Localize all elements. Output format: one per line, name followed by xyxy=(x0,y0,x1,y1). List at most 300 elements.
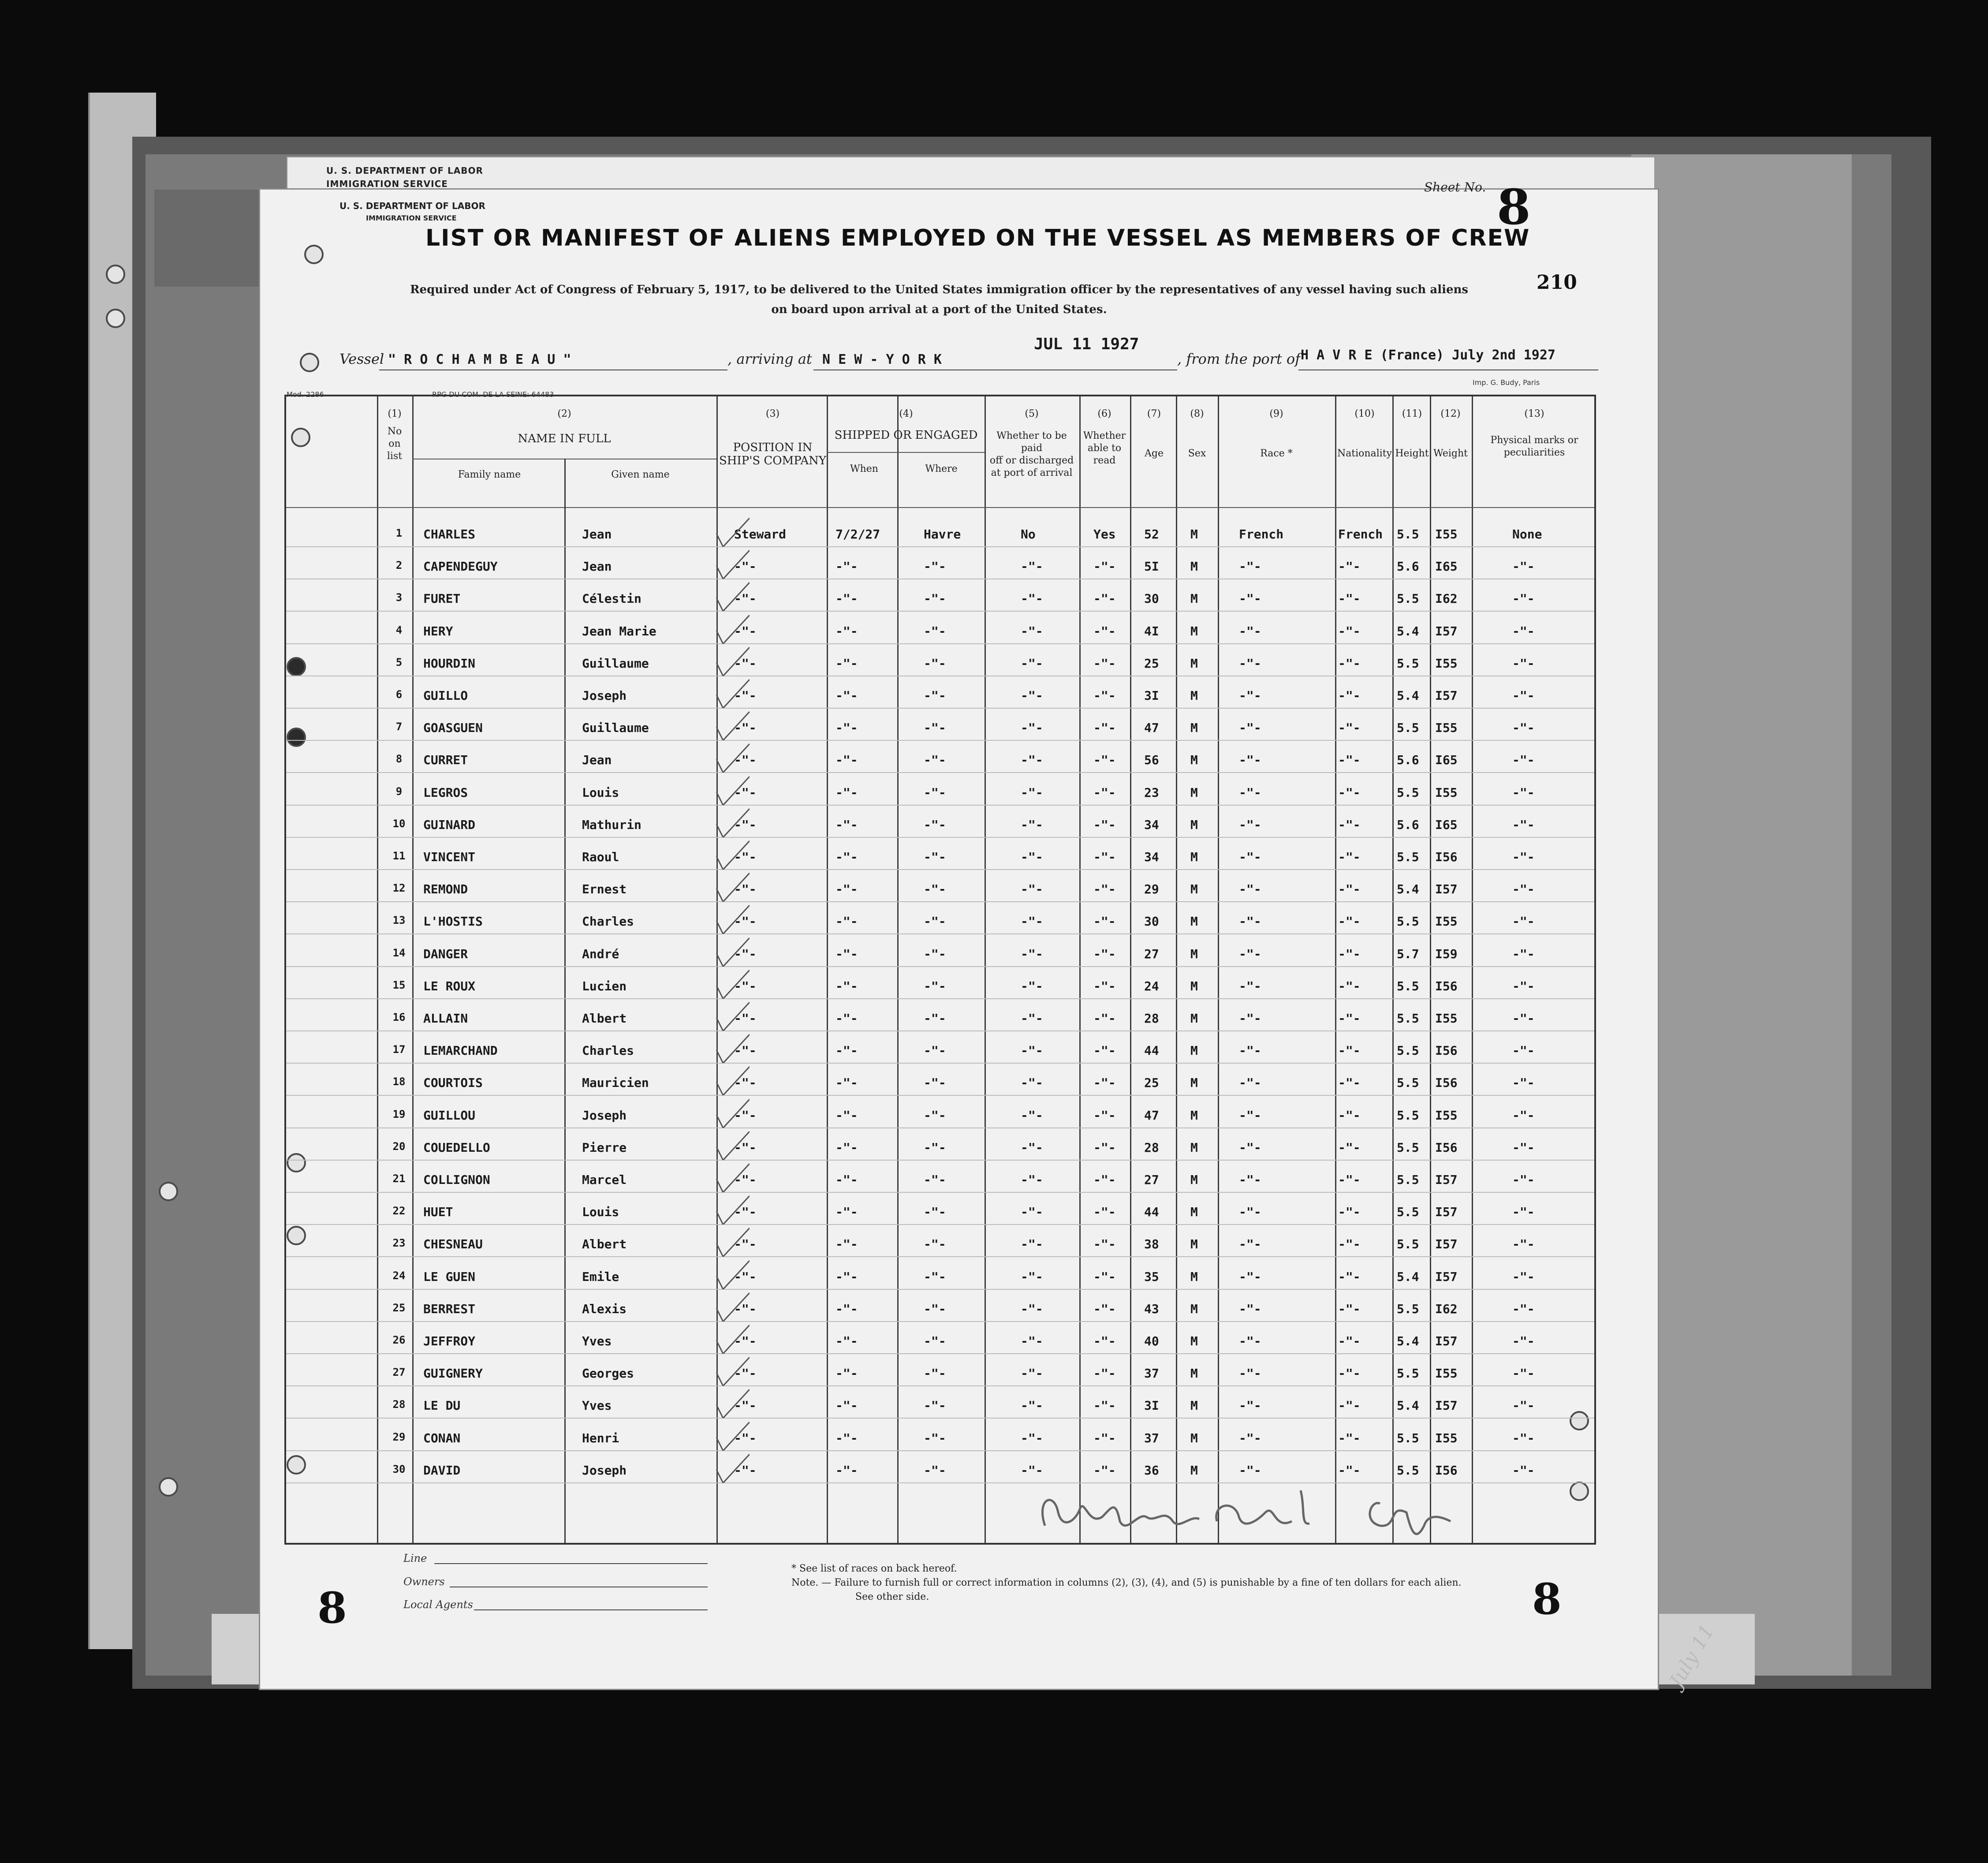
row-height: 5.5 xyxy=(1397,850,1419,864)
row-sex: M xyxy=(1190,914,1198,929)
row-age: 52 xyxy=(1144,527,1159,541)
row-no: 28 xyxy=(392,1398,406,1411)
row-read: -"- xyxy=(1093,559,1116,574)
row-height: 5.5 xyxy=(1397,1237,1419,1252)
row-position: -"- xyxy=(734,817,757,832)
row-nationality: -"- xyxy=(1338,1463,1361,1478)
row-rule xyxy=(286,1063,1594,1064)
row-when: -"- xyxy=(835,946,858,961)
check-mark-icon xyxy=(714,1420,750,1451)
col12-number: (12) xyxy=(1440,408,1461,419)
check-mark-icon xyxy=(714,613,750,644)
vessel-label: Vessel xyxy=(339,351,384,367)
column-rule xyxy=(1130,396,1131,1543)
row-given: Guillaume xyxy=(582,721,649,735)
row-marks: -"- xyxy=(1512,946,1535,961)
row-rule xyxy=(286,740,1594,741)
row-rule xyxy=(286,772,1594,773)
col3-label: POSITION IN SHIP'S COMPANY xyxy=(719,441,827,467)
row-nationality: -"- xyxy=(1338,1334,1361,1348)
row-given: Yves xyxy=(582,1398,612,1413)
row-read: -"- xyxy=(1093,1011,1116,1026)
row-paid-off: -"- xyxy=(1021,1334,1043,1348)
row-family: GUILLOU xyxy=(423,1108,476,1123)
row-when: -"- xyxy=(835,688,858,703)
row-given: Jean xyxy=(582,753,612,768)
check-mark-icon xyxy=(714,1355,750,1386)
row-family: CHARLES xyxy=(423,527,476,541)
row-rule xyxy=(286,1450,1594,1451)
row-nationality: -"- xyxy=(1338,1398,1361,1413)
row-rule xyxy=(286,546,1594,547)
row-paid-off: -"- xyxy=(1021,1301,1043,1316)
punch-hole xyxy=(300,353,319,372)
row-paid-off: -"- xyxy=(1021,1172,1043,1187)
row-position: -"- xyxy=(734,1237,757,1252)
row-position: -"- xyxy=(734,1075,757,1090)
row-age: 29 xyxy=(1144,882,1159,897)
row-weight: I55 xyxy=(1435,1011,1458,1026)
row-given: Raoul xyxy=(582,850,619,864)
col8-label: Sex xyxy=(1188,448,1206,459)
row-where: -"- xyxy=(924,1463,946,1478)
row-read: -"- xyxy=(1093,1237,1116,1252)
punch-hole xyxy=(159,1477,178,1497)
row-race: -"- xyxy=(1239,1398,1261,1413)
row-family: LEMARCHAND xyxy=(423,1043,498,1058)
row-position: -"- xyxy=(734,656,757,671)
col8-number: (8) xyxy=(1190,408,1204,419)
row-read: -"- xyxy=(1093,1075,1116,1090)
row-rule xyxy=(286,1289,1594,1290)
column-rule xyxy=(985,396,986,1543)
row-race: -"- xyxy=(1239,1366,1261,1381)
row-paid-off: -"- xyxy=(1021,1237,1043,1252)
row-paid-off: -"- xyxy=(1021,882,1043,897)
see-other-side: See other side. xyxy=(855,1591,929,1602)
row-race: -"- xyxy=(1239,850,1261,864)
row-family: COUEDELLO xyxy=(423,1140,490,1155)
column-rule xyxy=(1176,396,1177,1543)
row-given: Jean xyxy=(582,559,612,574)
form-rpg: RPG DU COM. DE LA SEINE: 64483 xyxy=(432,390,554,399)
row-no: 22 xyxy=(392,1205,406,1217)
row-sex: M xyxy=(1190,559,1198,574)
row-race: -"- xyxy=(1239,1011,1261,1026)
officer-signature xyxy=(1027,1473,1512,1548)
row-height: 5.5 xyxy=(1397,1430,1419,1445)
row-position: -"- xyxy=(734,946,757,961)
punch-hole xyxy=(106,265,125,284)
row-given: Pierre xyxy=(582,1140,627,1155)
row-where: -"- xyxy=(924,688,946,703)
col2-given-label: Given name xyxy=(611,469,670,480)
row-weight: I62 xyxy=(1435,591,1458,606)
row-family: CHESNEAU xyxy=(423,1237,483,1252)
row-age: 25 xyxy=(1144,656,1159,671)
row-age: 34 xyxy=(1144,850,1159,864)
row-position: -"- xyxy=(734,1172,757,1187)
row-rule xyxy=(286,1353,1594,1354)
row-family: REMOND xyxy=(423,882,468,897)
row-nationality: -"- xyxy=(1338,656,1361,671)
check-mark-icon xyxy=(714,1000,750,1031)
row-rule xyxy=(286,966,1594,967)
row-race: -"- xyxy=(1239,978,1261,993)
row-race: -"- xyxy=(1239,1140,1261,1155)
row-race: -"- xyxy=(1239,914,1261,929)
row-paid-off: -"- xyxy=(1021,1205,1043,1220)
row-where: -"- xyxy=(924,1237,946,1252)
check-mark-icon xyxy=(714,1387,750,1418)
row-nationality: -"- xyxy=(1338,1301,1361,1316)
row-age: 27 xyxy=(1144,1172,1159,1187)
row-weight: I56 xyxy=(1435,978,1458,993)
row-where: -"- xyxy=(924,623,946,638)
row-position: -"- xyxy=(734,721,757,735)
row-sex: M xyxy=(1190,623,1198,638)
row-where: -"- xyxy=(924,753,946,768)
row-family: CONAN xyxy=(423,1430,461,1445)
row-height: 5.5 xyxy=(1397,721,1419,735)
row-given: Alexis xyxy=(582,1301,627,1316)
row-nationality: -"- xyxy=(1338,978,1361,993)
penalty-note: Note. — Failure to furnish full or correct information in columns (2), (3), (4), and (5) is punishable by a fine of ten dollars for each alien. xyxy=(791,1577,1462,1588)
row-age: 30 xyxy=(1144,591,1159,606)
arriving-label: , arriving at xyxy=(727,351,812,367)
row-height: 5.5 xyxy=(1397,1140,1419,1155)
row-marks: -"- xyxy=(1512,559,1535,574)
row-race: -"- xyxy=(1239,688,1261,703)
row-race: -"- xyxy=(1239,559,1261,574)
row-race: -"- xyxy=(1239,656,1261,671)
row-rule xyxy=(286,933,1594,934)
row-age: 25 xyxy=(1144,1075,1159,1090)
row-height: 5.5 xyxy=(1397,1075,1419,1090)
row-read: -"- xyxy=(1093,785,1116,800)
service-label: IMMIGRATION SERVICE xyxy=(366,214,457,222)
row-when: -"- xyxy=(835,1108,858,1123)
row-nationality: -"- xyxy=(1338,946,1361,961)
check-mark-icon xyxy=(714,677,750,708)
check-mark-icon xyxy=(714,548,750,579)
row-age: 44 xyxy=(1144,1043,1159,1058)
row-when: -"- xyxy=(835,1172,858,1187)
row-family: COURTOIS xyxy=(423,1075,483,1090)
row-paid-off: -"- xyxy=(1021,753,1043,768)
row-read: -"- xyxy=(1093,1172,1116,1187)
col11-label: Height xyxy=(1395,448,1429,459)
row-nationality: -"- xyxy=(1338,914,1361,929)
row-marks: -"- xyxy=(1512,591,1535,606)
row-when: -"- xyxy=(835,559,858,574)
row-where: -"- xyxy=(924,785,946,800)
row-position: -"- xyxy=(734,882,757,897)
row-height: 5.4 xyxy=(1397,882,1419,897)
row-when: -"- xyxy=(835,817,858,832)
row-race: -"- xyxy=(1239,623,1261,638)
row-no: 30 xyxy=(392,1463,406,1475)
row-read: Yes xyxy=(1093,527,1116,541)
department-label: U. S. DEPARTMENT OF LABOR xyxy=(339,201,485,211)
row-sex: M xyxy=(1190,753,1198,768)
row-sex: M xyxy=(1190,1301,1198,1316)
row-nationality: -"- xyxy=(1338,1269,1361,1284)
col10-label: Nationality xyxy=(1337,448,1392,459)
row-nationality: -"- xyxy=(1338,882,1361,897)
row-paid-off: -"- xyxy=(1021,1398,1043,1413)
row-sex: M xyxy=(1190,1398,1198,1413)
row-marks: None xyxy=(1512,527,1542,541)
arrival-date-stamp: JUL 11 1927 xyxy=(1034,335,1139,353)
row-no: 26 xyxy=(392,1334,406,1346)
row-read: -"- xyxy=(1093,1108,1116,1123)
row-marks: -"- xyxy=(1512,1108,1535,1123)
row-read: -"- xyxy=(1093,817,1116,832)
row-age: 47 xyxy=(1144,721,1159,735)
row-rule xyxy=(286,869,1594,870)
row-rule xyxy=(286,708,1594,709)
row-marks: -"- xyxy=(1512,1075,1535,1090)
row-rule xyxy=(286,998,1594,999)
row-height: 5.5 xyxy=(1397,1301,1419,1316)
row-nationality: -"- xyxy=(1338,623,1361,638)
row-no: 20 xyxy=(392,1140,406,1153)
check-mark-icon xyxy=(714,839,750,870)
row-given: Albert xyxy=(582,1011,627,1026)
row-given: Joseph xyxy=(582,1463,627,1478)
row-paid-off: -"- xyxy=(1021,817,1043,832)
row-height: 5.4 xyxy=(1397,1334,1419,1348)
column-rule xyxy=(1472,396,1473,1543)
row-marks: -"- xyxy=(1512,1334,1535,1348)
row-family: LE DU xyxy=(423,1398,461,1413)
row-rule xyxy=(286,1095,1594,1096)
row-marks: -"- xyxy=(1512,721,1535,735)
row-when: -"- xyxy=(835,1011,858,1026)
row-nationality: -"- xyxy=(1338,1237,1361,1252)
printer-label: Imp. G. Budy, Paris xyxy=(1473,378,1540,387)
page-number: 210 xyxy=(1537,271,1577,294)
row-when: -"- xyxy=(835,1301,858,1316)
row-family: JEFFROY xyxy=(423,1334,476,1348)
col12-label: Weight xyxy=(1433,448,1468,459)
row-where: -"- xyxy=(924,914,946,929)
column-rule xyxy=(1392,396,1394,1543)
row-race: -"- xyxy=(1239,1301,1261,1316)
row-nationality: -"- xyxy=(1338,1043,1361,1058)
row-weight: I57 xyxy=(1435,1172,1458,1187)
row-when: -"- xyxy=(835,1366,858,1381)
row-position: -"- xyxy=(734,1366,757,1381)
row-position: -"- xyxy=(734,1301,757,1316)
row-weight: I65 xyxy=(1435,559,1458,574)
row-read: -"- xyxy=(1093,1043,1116,1058)
row-height: 5.4 xyxy=(1397,1398,1419,1413)
row-read: -"- xyxy=(1093,978,1116,993)
row-weight: I56 xyxy=(1435,1140,1458,1155)
row-position: -"- xyxy=(734,1108,757,1123)
row-read: -"- xyxy=(1093,1205,1116,1220)
row-height: 5.5 xyxy=(1397,527,1419,541)
line-leader xyxy=(434,1563,708,1564)
row-where: -"- xyxy=(924,850,946,864)
col4-where-label: Where xyxy=(925,463,958,474)
row-race: -"- xyxy=(1239,817,1261,832)
row-marks: -"- xyxy=(1512,1430,1535,1445)
row-no: 4 xyxy=(395,623,403,636)
vessel-name: " R O C H A M B E A U " xyxy=(388,352,571,367)
row-weight: I57 xyxy=(1435,1205,1458,1220)
row-rule xyxy=(286,643,1594,644)
row-no: 27 xyxy=(392,1366,406,1379)
row-family: CURRET xyxy=(423,753,468,768)
row-sex: M xyxy=(1190,1463,1198,1478)
row-weight: I55 xyxy=(1435,1366,1458,1381)
row-sex: M xyxy=(1190,850,1198,864)
row-height: 5.4 xyxy=(1397,1269,1419,1284)
row-family: ALLAIN xyxy=(423,1011,468,1026)
row-position: Steward xyxy=(734,527,787,541)
col2-label: NAME IN FULL xyxy=(518,432,611,445)
row-no: 9 xyxy=(395,785,403,798)
row-age: 3I xyxy=(1144,1398,1159,1413)
row-read: -"- xyxy=(1093,688,1116,703)
row-marks: -"- xyxy=(1512,1269,1535,1284)
row-paid-off: -"- xyxy=(1021,1075,1043,1090)
row-when: -"- xyxy=(835,1140,858,1155)
row-given: Henri xyxy=(582,1430,619,1445)
row-race: -"- xyxy=(1239,1172,1261,1187)
row-age: 36 xyxy=(1144,1463,1159,1478)
row-height: 5.4 xyxy=(1397,623,1419,638)
row-nationality: -"- xyxy=(1338,1172,1361,1187)
row-sex: M xyxy=(1190,527,1198,541)
row-weight: I55 xyxy=(1435,1108,1458,1123)
row-age: 35 xyxy=(1144,1269,1159,1284)
col1-label: No on list xyxy=(387,426,403,462)
col6-label: Whether able to read xyxy=(1083,430,1126,466)
agents-leader xyxy=(474,1609,708,1610)
local-agents-label: Local Agents xyxy=(403,1598,473,1611)
required-line-2: on board upon arrival at a port of the United States. xyxy=(771,303,1107,316)
row-given: Charles xyxy=(582,914,634,929)
row-family: HOURDIN xyxy=(423,656,476,671)
row-paid-off: -"- xyxy=(1021,1140,1043,1155)
row-given: Joseph xyxy=(582,1108,627,1123)
row-sex: M xyxy=(1190,1334,1198,1348)
row-position: -"- xyxy=(734,1430,757,1445)
row-weight: I56 xyxy=(1435,850,1458,864)
under-service-label: IMMIGRATION SERVICE xyxy=(326,179,448,189)
row-family: BERREST xyxy=(423,1301,476,1316)
row-family: HERY xyxy=(423,623,453,638)
row-age: 28 xyxy=(1144,1011,1159,1026)
row-where: -"- xyxy=(924,1301,946,1316)
row-sex: M xyxy=(1190,946,1198,961)
row-marks: -"- xyxy=(1512,882,1535,897)
row-position: -"- xyxy=(734,978,757,993)
check-mark-icon xyxy=(714,1258,750,1289)
row-where: -"- xyxy=(924,1334,946,1348)
row-sex: M xyxy=(1190,1366,1198,1381)
row-sex: M xyxy=(1190,1430,1198,1445)
row-where: -"- xyxy=(924,1398,946,1413)
row-where: -"- xyxy=(924,946,946,961)
check-mark-icon xyxy=(714,580,750,611)
row-height: 5.5 xyxy=(1397,1108,1419,1123)
row-paid-off: -"- xyxy=(1021,1366,1043,1381)
check-mark-icon xyxy=(714,871,750,902)
row-sex: M xyxy=(1190,721,1198,735)
row-position: -"- xyxy=(734,785,757,800)
row-family: LE GUEN xyxy=(423,1269,476,1284)
row-sex: M xyxy=(1190,688,1198,703)
row-paid-off: -"- xyxy=(1021,850,1043,864)
row-given: Marcel xyxy=(582,1172,627,1187)
row-weight: I55 xyxy=(1435,527,1458,541)
row-paid-off: -"- xyxy=(1021,656,1043,671)
row-sex: M xyxy=(1190,1075,1198,1090)
row-height: 5.5 xyxy=(1397,978,1419,993)
margin-date-note: July 11 xyxy=(1665,1620,1719,1691)
col9-number: (9) xyxy=(1269,408,1283,419)
row-height: 5.5 xyxy=(1397,656,1419,671)
row-read: -"- xyxy=(1093,721,1116,735)
row-when: -"- xyxy=(835,850,858,864)
row-no: 21 xyxy=(392,1172,406,1185)
row-nationality: -"- xyxy=(1338,817,1361,832)
races-footnote: * See list of races on back hereof. xyxy=(791,1563,957,1574)
row-rule xyxy=(286,1224,1594,1225)
row-marks: -"- xyxy=(1512,1301,1535,1316)
col9-label: Race * xyxy=(1260,448,1293,459)
row-race: -"- xyxy=(1239,1463,1261,1478)
row-nationality: -"- xyxy=(1338,1140,1361,1155)
row-when: -"- xyxy=(835,656,858,671)
form-mod: Mod. 2286 xyxy=(287,390,324,399)
row-age: 27 xyxy=(1144,946,1159,961)
row-given: Yves xyxy=(582,1334,612,1348)
row-read: -"- xyxy=(1093,1334,1116,1348)
row-weight: I57 xyxy=(1435,1237,1458,1252)
row-age: 37 xyxy=(1144,1430,1159,1445)
row-height: 5.5 xyxy=(1397,785,1419,800)
row-rule xyxy=(286,1030,1594,1031)
check-mark-icon xyxy=(714,1452,750,1483)
row-marks: -"- xyxy=(1512,1011,1535,1026)
line-label: Line xyxy=(403,1552,427,1564)
row-marks: -"- xyxy=(1512,978,1535,993)
col4-label: SHIPPED OR ENGAGED xyxy=(834,429,978,442)
column-rule xyxy=(412,396,414,1543)
col1-number: (1) xyxy=(388,408,402,419)
row-position: -"- xyxy=(734,1011,757,1026)
row-race: -"- xyxy=(1239,1108,1261,1123)
row-where: -"- xyxy=(924,559,946,574)
row-race: -"- xyxy=(1239,1334,1261,1348)
row-weight: I57 xyxy=(1435,688,1458,703)
row-weight: I56 xyxy=(1435,1463,1458,1478)
row-weight: I55 xyxy=(1435,1430,1458,1445)
row-position: -"- xyxy=(734,591,757,606)
row-marks: -"- xyxy=(1512,785,1535,800)
row-sex: M xyxy=(1190,591,1198,606)
row-given: Charles xyxy=(582,1043,634,1058)
row-position: -"- xyxy=(734,1463,757,1478)
row-height: 5.5 xyxy=(1397,1366,1419,1381)
punch-hole xyxy=(106,309,125,328)
